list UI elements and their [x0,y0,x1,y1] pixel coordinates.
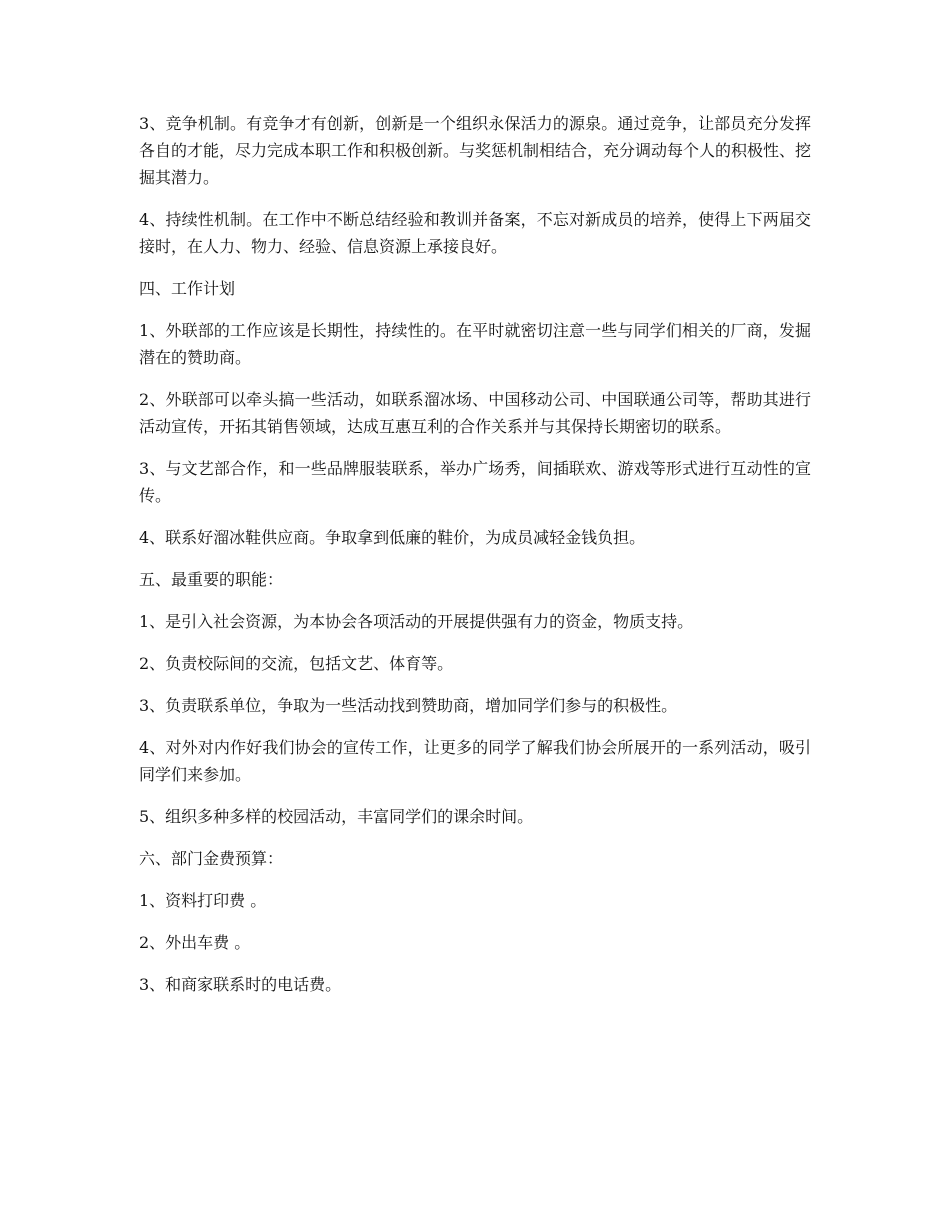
paragraph-plan-1: 1、外联部的工作应该是长期性，持续性的。在平时就密切注意一些与同学们相关的厂商，发掘潜在的赞助商。 [139,321,811,367]
paragraph-competition-mechanism: 3、竞争机制。有竞争才有创新，创新是一个组织永保活力的源泉。通过竞争，让部员充分发挥各自的才能，尽力完成本职工作和积极创新。与奖惩机制相结合，充分调动每个人的积极性、挖掘其潜力。 [139,114,812,187]
paragraph-plan-4: 4、联系好溜冰鞋供应商。争取拿到低廉的鞋价，为成员减轻金钱负担。 [139,528,646,547]
section-heading-key-functions: 五、最重要的职能： [139,570,284,589]
paragraph-sustainability-mechanism: 4、持续性机制。在工作中不断总结经验和教训并备案，不忘对新成员的培养，使得上下两届交接时，在人力、物力、经验、信息资源上承接良好。 [139,210,811,256]
paragraph-plan-2: 2、外联部可以牵头搞一些活动，如联系溜冰场、中国移动公司、中国联通公司等，帮助其进行活动宣传，开拓其销售领域，达成互惠互利的合作关系并与其保持长期密切的联系。 [139,390,811,436]
section-heading-budget: 六、部门金费预算： [139,849,284,868]
paragraph-function-1: 1、是引入社会资源，为本协会各项活动的开展提供强有力的资金，物质支持。 [139,612,694,631]
paragraph-budget-2: 2、外出车费 。 [139,933,251,952]
paragraph-budget-1: 1、资料打印费 。 [139,891,267,910]
document-body [139,110,811,1013]
paragraph-function-5: 5、组织多种多样的校园活动，丰富同学们的课余时间。 [139,807,534,826]
paragraph-function-4: 4、对外对内作好我们协会的宣传工作，让更多的同学了解我们协会所展开的一系列活动，吸引同学们来参加。 [139,738,811,784]
section-heading-work-plan: 四、工作计划 [139,279,236,298]
paragraph-plan-3: 3、与文艺部合作，和一些品牌服装联系，举办广场秀，间插联欢、游戏等形式进行互动性的宣传。 [139,459,811,505]
paragraph-function-3: 3、负责联系单位，争取为一些活动找到赞助商，增加同学们参与的积极性。 [139,696,678,715]
paragraph-function-2: 2、负责校际间的交流，包括文艺、体育等。 [139,654,454,673]
paragraph-budget-3: 3、和商家联系时的电话费。 [139,975,342,994]
